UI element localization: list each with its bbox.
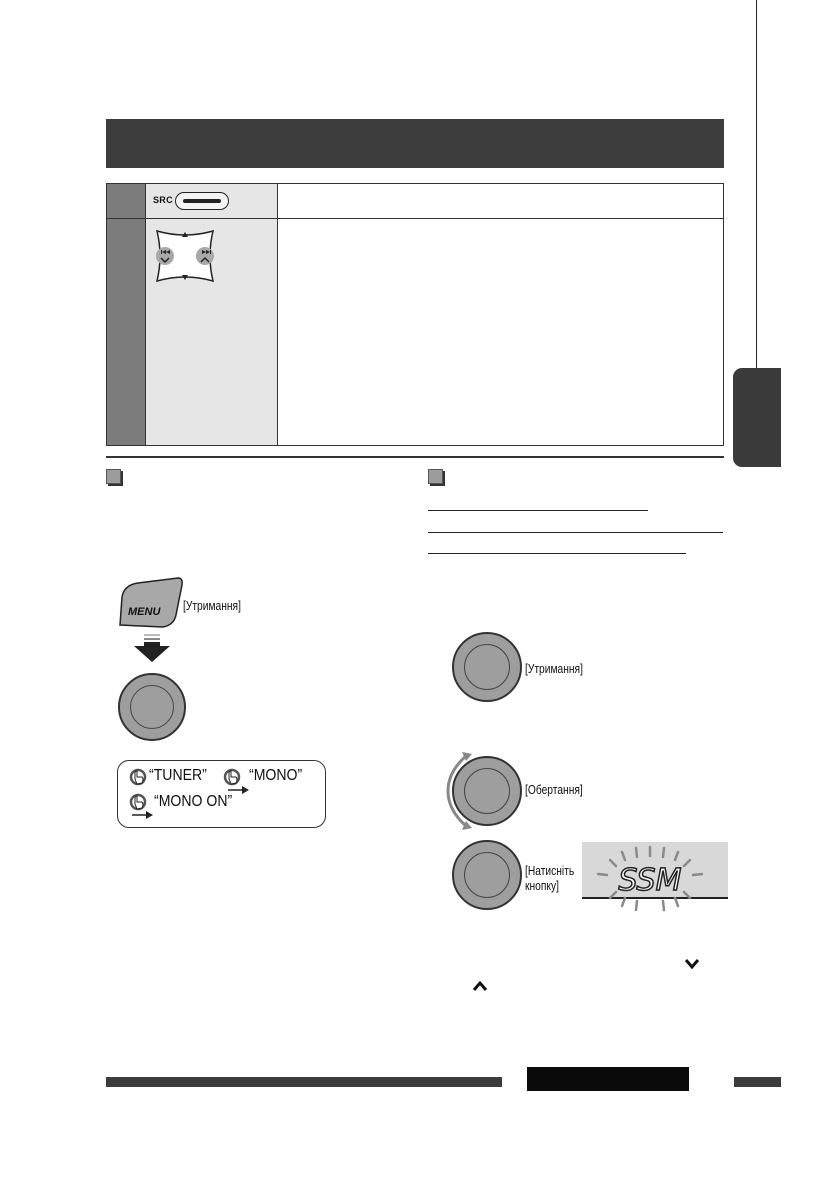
left-section-marker: [106, 469, 121, 484]
steps-table: [106, 183, 724, 446]
mono-step-tuner: “TUNER”: [149, 767, 207, 784]
ssm-hold-label: [Утримання]: [525, 662, 583, 676]
seek-control-cell: [146, 219, 278, 446]
mono-step-mono-on: “MONO ON”: [154, 793, 233, 810]
ssm-press-label-line2: кнопку]: [525, 879, 559, 893]
control-dial: [452, 756, 522, 826]
mono-hold-label: [Утримання]: [183, 599, 241, 613]
footer-bar-left: [106, 1077, 502, 1087]
section-divider: [106, 456, 724, 458]
header-bar: [106, 119, 724, 168]
control-dial: [452, 632, 522, 702]
step-description-cell: [278, 219, 724, 446]
text-underline: [428, 532, 723, 533]
footer-page-block: [527, 1067, 689, 1091]
language-tab: [733, 368, 781, 467]
step-row-1: [107, 184, 724, 219]
footer-bar-right: [734, 1077, 781, 1087]
arrow-right-icon: [132, 810, 154, 820]
text-underline: [428, 510, 648, 511]
rotate-hand-icon: [222, 767, 242, 787]
rotate-hand-icon: [128, 767, 148, 787]
src-button-icon: [175, 192, 229, 210]
step-row-2: [107, 219, 724, 446]
src-label: SRC: [153, 195, 173, 205]
control-dial: [452, 840, 522, 910]
chevron-up-icon: [472, 980, 488, 992]
menu-button: [108, 575, 188, 635]
seek-buttons-icon: [151, 225, 231, 287]
ssm-rotate-label: [Обертання]: [525, 783, 583, 797]
step-number-cell: [107, 219, 146, 446]
ssm-display-text: SSM: [618, 863, 682, 898]
chevron-down-icon: [684, 958, 700, 970]
text-underline: [428, 553, 686, 554]
control-dial: [118, 673, 186, 741]
rotate-hand-icon: [128, 792, 148, 812]
side-tab-rule: [756, 0, 757, 370]
right-section-marker: [428, 469, 443, 484]
ssm-press-label-line1: [Натисніть: [525, 864, 575, 878]
step-number-cell: [107, 184, 146, 219]
down-arrow-icon: [132, 634, 172, 664]
menu-label: MENU: [128, 606, 161, 618]
mono-sequence-box: [117, 760, 326, 828]
flash-rays-icon: [582, 842, 728, 914]
mono-step-mono: “MONO”: [249, 767, 303, 784]
step-description-cell: [278, 184, 724, 219]
src-control-cell: [146, 184, 278, 219]
